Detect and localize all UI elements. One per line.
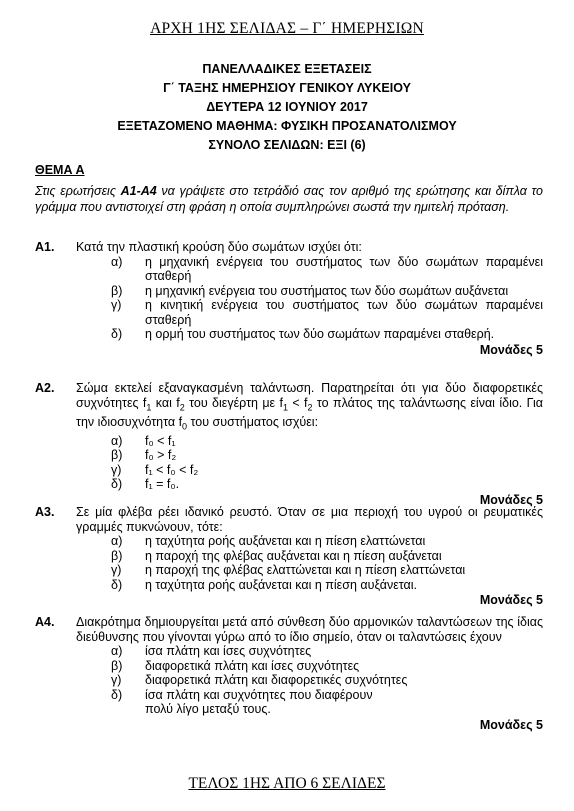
top-banner: ΑΡΧΗ 1ΗΣ ΣΕΛΙΔΑΣ – Γ΄ ΗΜΕΡΗΣΙΩΝ xyxy=(150,20,424,37)
option-a: α) η μηχανική ενέργεια του συστήματος των δύο σωμάτων παραμένει σταθερή xyxy=(111,254,543,283)
option-d: δ) η ταχύτητα ροής αυξάνεται και η πίεση αυξάνεται. xyxy=(111,577,418,592)
option-d: δ) ίσα πλάτη και συχνότητες που διαφέρουν πολύ λίγο μεταξύ τους. xyxy=(111,687,373,716)
option-c: γ) η παροχή της φλέβας ελαττώνεται και η πίεση ελαττώνεται xyxy=(111,563,466,577)
footer: ΤΕΛΟΣ 1ΗΣ ΑΠΟ 6 ΣΕΛΙΔΕΣ xyxy=(188,775,386,792)
marks-label: Μονάδες 5 xyxy=(479,593,543,607)
marks-label: Μονάδες 5 xyxy=(479,717,543,732)
option-c: γ) f₁ < f₀ < f₂ xyxy=(111,462,199,477)
question-a4 xyxy=(35,615,543,732)
header-line-5: ΣΥΝΟΛΟ ΣΕΛΙΔΩΝ: ΕΞΙ (6) xyxy=(208,138,366,152)
option-d: δ) η ορμή του συστήματος των δύο σωμάτων παραμένει σταθερή. xyxy=(111,327,495,341)
question-text: Κατά την πλαστική κρούση δύο σωμάτων ισχύει ότι: xyxy=(76,240,362,254)
option-c: γ) διαφορετικά πλάτη και διαφορετικές συχνότητες xyxy=(111,673,408,687)
option-b: β) η μηχανική ενέργεια του συστήματος των δύο σωμάτων αυξάνεται xyxy=(111,283,509,298)
option-a: α) η ταχύτητα ροής αυξάνεται και η πίεση ελαττώνεται xyxy=(111,534,426,548)
question-a2 xyxy=(35,381,543,507)
marks-label: Μονάδες 5 xyxy=(479,342,543,357)
header-line-2: Γ΄ ΤΑΞΗΣ ΗΜΕΡΗΣΙΟΥ ΓΕΝΙΚΟΥ ΛΥΚΕΙΟΥ xyxy=(163,81,411,95)
instructions: Στις ερωτήσεις Α1-Α4 να γράψετε στο τετράδιό σας τον αριθμό της ερώτησης και δίπλα το γράμμα που αντιστοιχεί στη φράση η οποία συμπληρώνει σωστά την ημιτελή πρόταση. xyxy=(35,184,543,214)
question-a3 xyxy=(35,505,543,608)
question-number: Α1. xyxy=(35,240,55,254)
option-a: α) f₀ < f₁ xyxy=(111,433,176,448)
question-number: Α4. xyxy=(35,615,55,629)
question-number: Α3. xyxy=(35,505,55,519)
option-b: β) f₀ > f₂ xyxy=(111,448,177,462)
option-d: δ) f₁ = f₀. xyxy=(111,477,180,491)
option-b: β) η παροχή της φλέβας αυξάνεται και η πίεση αυξάνεται xyxy=(111,548,442,563)
section-title: ΘΕΜΑ Α xyxy=(35,163,85,177)
question-number: Α2. xyxy=(35,381,55,395)
header-line-3: ΔΕΥΤΕΡΑ 12 ΙΟΥΝΙΟΥ 2017 xyxy=(206,100,368,114)
header-line-1: ΠΑΝΕΛΛΑΔΙΚΕΣ ΕΞΕΤΑΣΕΙΣ xyxy=(202,62,372,76)
option-c: γ) η κινητική ενέργεια του συστήματος των δύο σωμάτων παραμένει σταθερή xyxy=(111,298,543,327)
question-text: Σώμα εκτελεί εξαναγκασμένη ταλάντωση. Παρατηρείται ότι για δύο διαφορετικές συχνότητες $f_1$ και $f_2$ του διεγέρτη με $f_1 < f_2$ το πλάτος της ταλάντωσης είναι ίδιο. Για την ιδιοσυχνότητα $f_0$ του συστήματος ισχύει: xyxy=(76,381,543,431)
header-line-4: ΕΞΕΤΑΖΟΜΕΝΟ ΜΑΘΗΜΑ: ΦΥΣΙΚΗ ΠΡΟΣΑΝΑΤΟΛΙΣΜΟΥ xyxy=(117,119,457,133)
marks-label: Μονάδες 5 xyxy=(479,492,543,507)
question-text: Διακρότημα δημιουργείται μετά από σύνθεση δύο αρμονικών ταλαντώσεων της ίδιας διεύθυνσης που γίνονται γύρω από το ίδιο σημείο, όταν οι ταλαντώσεις έχουν xyxy=(76,615,543,644)
question-text: Σε μία φλέβα ρέει ιδανικό ρευστό. Όταν σε μια περιοχή του υγρού οι ρευματικές γραμμές πυκνώνουν, τότε: xyxy=(76,505,543,534)
question-a1 xyxy=(35,240,543,357)
option-a: α) ίσα πλάτη και ίσες συχνότητες xyxy=(111,644,312,658)
option-b: β) διαφορετικά πλάτη και ίσες συχνότητες xyxy=(111,658,360,673)
